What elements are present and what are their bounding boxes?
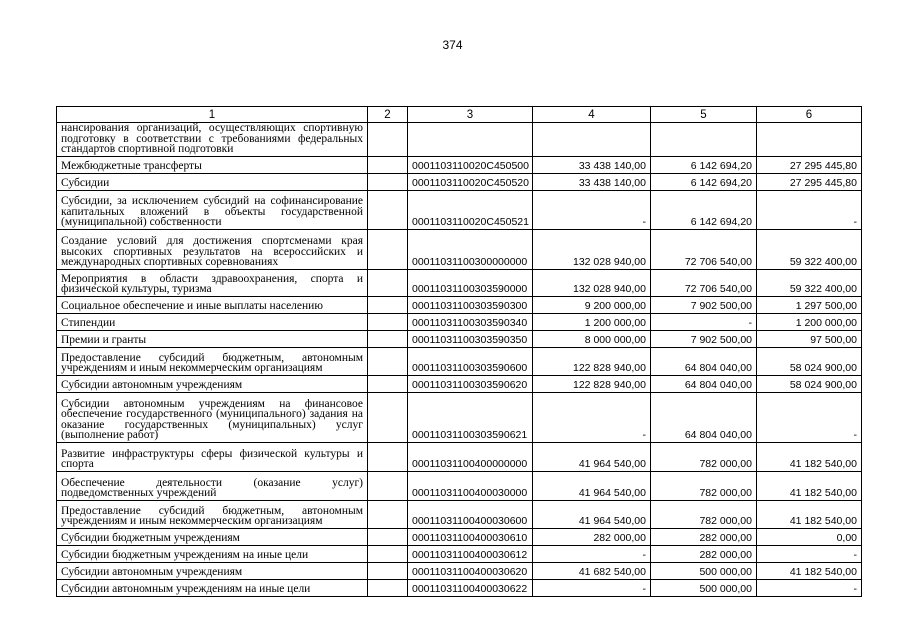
row-value-6: 41 182 540,00 (757, 471, 862, 500)
row-value-6: 58 024 900,00 (757, 375, 862, 392)
row-code: 00011031100303590300 (408, 296, 533, 313)
row-code: 00011031100400030000 (408, 471, 533, 500)
row-value-6: 59 322 400,00 (757, 229, 862, 269)
row-code: 00011031100303590620 (408, 375, 533, 392)
row-code: 00011031100303590000 (408, 269, 533, 296)
row-name: Предоставление субсидий бюджетным, автономным учреждениям и иным некоммерческим организациям (57, 347, 368, 375)
row-value-4: 41 682 540,00 (533, 562, 651, 579)
row-code: 00011031100400030612 (408, 545, 533, 562)
row-empty-cell (368, 313, 408, 330)
row-name: Субсидии (57, 173, 368, 190)
row-value-5: 282 000,00 (651, 528, 757, 545)
row-value-4: 1 200 000,00 (533, 313, 651, 330)
row-value-4: 33 438 140,00 (533, 173, 651, 190)
row-code: 00011031100303590621 (408, 392, 533, 442)
row-name: нансирования организаций, осуществляющих спортивную подготовку в соответствии с требованиями федеральных стандартов спортивной подготовки (57, 123, 368, 157)
row-empty-cell (368, 173, 408, 190)
row-value-6: - (757, 392, 862, 442)
row-code: 0001103110020С450520 (408, 173, 533, 190)
row-value-6: 27 295 445,80 (757, 156, 862, 173)
row-empty-cell (368, 229, 408, 269)
row-empty-cell (368, 123, 408, 157)
row-value-4: 41 964 540,00 (533, 471, 651, 500)
column-header-3: 3 (408, 107, 533, 123)
page-number: 374 (442, 38, 463, 52)
row-value-4: - (533, 579, 651, 596)
row-value-6: 0,00 (757, 528, 862, 545)
row-value-6: - (757, 545, 862, 562)
row-empty-cell (368, 392, 408, 442)
row-value-6: 1 200 000,00 (757, 313, 862, 330)
row-code: 00011031100303590350 (408, 330, 533, 347)
row-value-4: 33 438 140,00 (533, 156, 651, 173)
row-name: Создание условий для достижения спортсменами края высоких спортивных результатов на всероссийских и международных спортивных соревнованиях (57, 229, 368, 269)
row-value-4: 282 000,00 (533, 528, 651, 545)
row-code: 0001103110020С450500 (408, 156, 533, 173)
row-value-6: - (757, 579, 862, 596)
row-empty-cell (368, 442, 408, 471)
table-row (57, 375, 862, 392)
row-empty-cell (368, 528, 408, 545)
column-header-4: 4 (533, 107, 651, 123)
row-value-6: 59 322 400,00 (757, 269, 862, 296)
row-value-5: 72 706 540,00 (651, 269, 757, 296)
row-value-5: 500 000,00 (651, 562, 757, 579)
row-value-5: 64 804 040,00 (651, 392, 757, 442)
row-value-5: - (651, 313, 757, 330)
row-value-5: 64 804 040,00 (651, 375, 757, 392)
row-empty-cell (368, 296, 408, 313)
row-empty-cell (368, 269, 408, 296)
column-header-6: 6 (757, 107, 862, 123)
row-empty-cell (368, 471, 408, 500)
header-row (57, 107, 862, 123)
row-value-6: 58 024 900,00 (757, 347, 862, 375)
row-value-4 (533, 123, 651, 157)
row-value-6 (757, 123, 862, 157)
row-name: Социальное обеспечение и иные выплаты населению (57, 296, 368, 313)
row-value-6: 27 295 445,80 (757, 173, 862, 190)
row-value-5 (651, 123, 757, 157)
row-value-5: 782 000,00 (651, 500, 757, 528)
row-value-6: 97 500,00 (757, 330, 862, 347)
table-row (57, 528, 862, 545)
row-empty-cell (368, 330, 408, 347)
row-code: 00011031100303590340 (408, 313, 533, 330)
row-value-4: 132 028 940,00 (533, 229, 651, 269)
column-header-2: 2 (368, 107, 408, 123)
row-code: 00011031100400030622 (408, 579, 533, 596)
row-name: Субсидии бюджетным учреждениям на иные цели (57, 545, 368, 562)
table-row (57, 579, 862, 596)
row-value-4: - (533, 392, 651, 442)
table-row (57, 313, 862, 330)
row-value-4: 122 828 940,00 (533, 347, 651, 375)
row-value-5: 7 902 500,00 (651, 330, 757, 347)
row-value-5: 782 000,00 (651, 442, 757, 471)
row-name: Субсидии автономным учреждениям на иные цели (57, 579, 368, 596)
row-name: Развитие инфраструктуры сферы физической культуры и спорта (57, 442, 368, 471)
table-row (57, 156, 862, 173)
row-value-5: 6 142 694,20 (651, 190, 757, 229)
row-value-5: 6 142 694,20 (651, 173, 757, 190)
row-name: Субсидии автономным учреждениям (57, 375, 368, 392)
table-row (57, 442, 862, 471)
row-code: 00011031100300000000 (408, 229, 533, 269)
row-name: Субсидии автономным учреждениям на финансовое обеспечение государственного (муниципального) задания на оказание государственных (муниципальных) услуг (выполнение работ) (57, 392, 368, 442)
row-empty-cell (368, 156, 408, 173)
row-value-5: 782 000,00 (651, 471, 757, 500)
table-row (57, 330, 862, 347)
row-empty-cell (368, 562, 408, 579)
row-empty-cell (368, 500, 408, 528)
table-row (57, 562, 862, 579)
row-empty-cell (368, 347, 408, 375)
row-value-4: 132 028 940,00 (533, 269, 651, 296)
row-code: 00011031100400000000 (408, 442, 533, 471)
row-name: Мероприятия в области здравоохранения, спорта и физической культуры, туризма (57, 269, 368, 296)
table-row (57, 392, 862, 442)
row-value-4: 9 200 000,00 (533, 296, 651, 313)
table-row (57, 471, 862, 500)
column-header-5: 5 (651, 107, 757, 123)
row-value-4: - (533, 190, 651, 229)
row-value-5: 6 142 694,20 (651, 156, 757, 173)
row-value-6: 41 182 540,00 (757, 562, 862, 579)
table-row (57, 190, 862, 229)
row-code: 00011031100303590600 (408, 347, 533, 375)
row-value-4: 122 828 940,00 (533, 375, 651, 392)
row-value-5: 64 804 040,00 (651, 347, 757, 375)
row-value-6: 41 182 540,00 (757, 500, 862, 528)
row-name: Обеспечение деятельности (оказание услуг) подведомственных учреждений (57, 471, 368, 500)
row-empty-cell (368, 545, 408, 562)
row-code: 0001103110020С450521 (408, 190, 533, 229)
row-code: 00011031100400030600 (408, 500, 533, 528)
table-row (57, 123, 862, 157)
row-code (408, 123, 533, 157)
row-name: Межбюджетные трансферты (57, 156, 368, 173)
table-row (57, 269, 862, 296)
row-value-5: 7 902 500,00 (651, 296, 757, 313)
row-name: Стипендии (57, 313, 368, 330)
row-empty-cell (368, 375, 408, 392)
row-value-6: 1 297 500,00 (757, 296, 862, 313)
row-code: 00011031100400030610 (408, 528, 533, 545)
row-value-4: 8 000 000,00 (533, 330, 651, 347)
row-value-5: 72 706 540,00 (651, 229, 757, 269)
row-name: Субсидии автономным учреждениям (57, 562, 368, 579)
row-value-6: 41 182 540,00 (757, 442, 862, 471)
row-value-4: - (533, 545, 651, 562)
column-header-1: 1 (57, 107, 368, 123)
table-row (57, 173, 862, 190)
row-value-5: 500 000,00 (651, 579, 757, 596)
row-value-4: 41 964 540,00 (533, 500, 651, 528)
row-name: Субсидии бюджетным учреждениям (57, 528, 368, 545)
table-row (57, 296, 862, 313)
row-name: Субсидии, за исключением субсидий на софинансирование капитальных вложений в объекты государственной (муниципальной) собственности (57, 190, 368, 229)
table-row (57, 500, 862, 528)
row-value-4: 41 964 540,00 (533, 442, 651, 471)
table-row (57, 347, 862, 375)
budget-table (56, 106, 862, 597)
row-code: 00011031100400030620 (408, 562, 533, 579)
row-empty-cell (368, 190, 408, 229)
row-empty-cell (368, 579, 408, 596)
table-row (57, 229, 862, 269)
row-name: Предоставление субсидий бюджетным, автономным учреждениям и иным некоммерческим организациям (57, 500, 368, 528)
row-value-6: - (757, 190, 862, 229)
row-value-5: 282 000,00 (651, 545, 757, 562)
table-row (57, 545, 862, 562)
row-name: Премии и гранты (57, 330, 368, 347)
